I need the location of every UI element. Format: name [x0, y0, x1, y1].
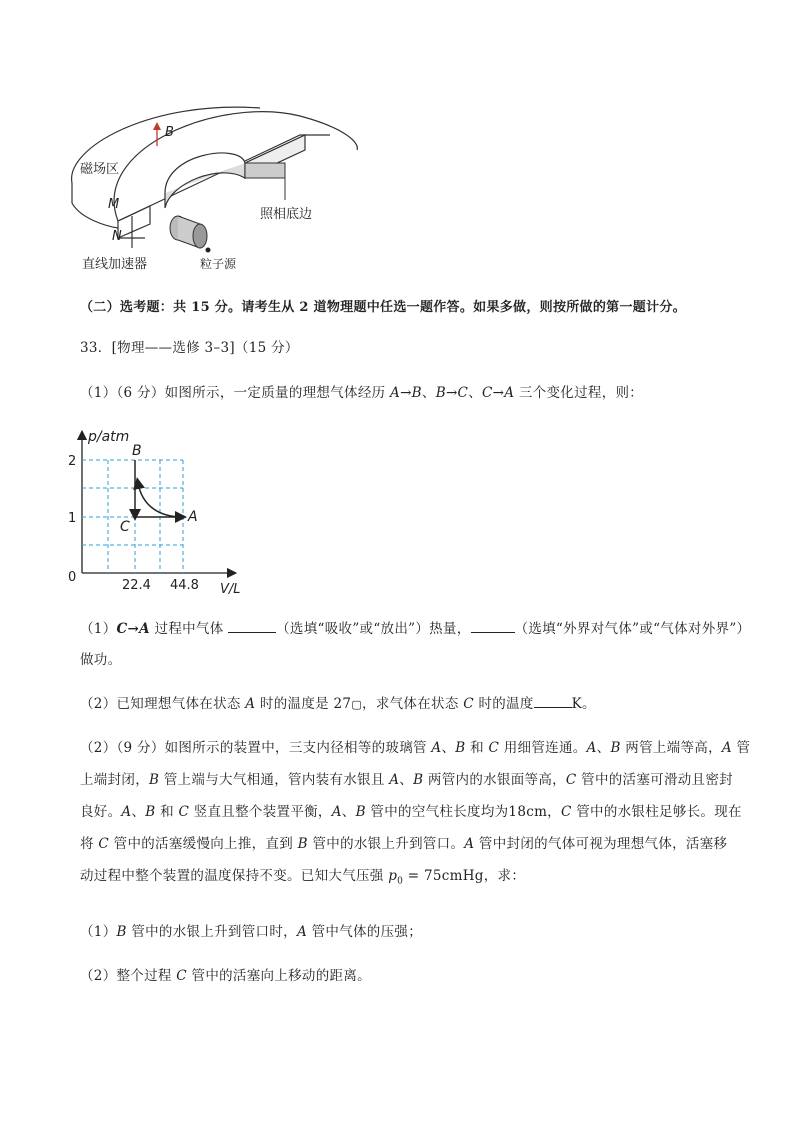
tube-a: A: [586, 740, 597, 756]
p2-l3-c: 和: [155, 804, 179, 820]
part1-sep1: 、: [421, 385, 436, 401]
sub2-e: K。: [571, 696, 596, 712]
tube-c: C: [565, 772, 577, 788]
unknown-glyph: ▢: [351, 698, 363, 711]
p2-l3-g: 管中的水银柱足够长。现在: [571, 804, 742, 820]
state-a: A: [245, 696, 256, 712]
p2-l5-b: = 75cmHg，求：: [403, 868, 526, 884]
p2-l2-c: 、: [399, 772, 414, 788]
tube-b: B: [145, 804, 156, 820]
x-axis-label: V/L: [220, 582, 241, 597]
section2-heading: （二）选考题：共 15 分。请考生从 2 道物理题中任选一题作答。如果多做，则按所做的第一题计分。: [80, 300, 686, 315]
process-c-a: C→A: [482, 385, 515, 401]
p2-l2-d: 两管内的水银面等高，: [423, 772, 566, 788]
blank-heat[interactable]: [228, 618, 276, 633]
state-c: C: [463, 696, 474, 712]
part2-line5: [80, 866, 525, 892]
tube-c: C: [178, 804, 190, 820]
p2-l4-a: 将: [80, 836, 99, 852]
source-cylinder-front: [193, 224, 207, 248]
p0-subscript: 0: [397, 876, 404, 887]
tube-a: A: [464, 836, 475, 852]
p2-l1-sep: 、: [441, 740, 456, 756]
p2-l3-e: 、: [341, 804, 356, 820]
y-tick-2: 2: [68, 454, 77, 469]
p2-q1-a: （1）: [80, 924, 117, 940]
blank-work[interactable]: [471, 618, 515, 633]
tube-a: A: [721, 740, 732, 756]
photo-plate-label: 照相底边: [260, 207, 313, 222]
tube-c: C: [560, 804, 572, 820]
linear-accelerator-label: 直线加速器: [82, 257, 148, 272]
photo-plate-face: [245, 163, 285, 178]
tube-b: B: [116, 924, 127, 940]
particle-source-dot: [206, 248, 211, 253]
part2-line2: [80, 770, 733, 790]
p2-l1-a: （2）（9 分）如图所示的装置中，三支内径相等的玻璃管: [80, 740, 432, 756]
p2-q2-b: 管中的活塞向上移动的距离。: [186, 968, 371, 984]
tube-c: C: [98, 836, 110, 852]
p2-l4-b: 管中的活塞缓慢向上推，直到: [109, 836, 298, 852]
x-tick-44-8: 44.8: [170, 578, 199, 593]
p2-q1-c: 管中气体的压强；: [307, 924, 422, 940]
part2-q2: [80, 966, 371, 986]
p2-l2-a: 上端封闭，: [80, 772, 149, 788]
p2-l3-f: 管中的空气柱长度均为18cm，: [365, 804, 561, 820]
point-a-label: A: [188, 509, 198, 525]
sub2-d: 时的温度: [473, 696, 534, 712]
part2-q1: [80, 922, 422, 942]
tube-c: C: [176, 968, 187, 984]
accelerator-slot: [118, 206, 150, 238]
y-tick-1: 1: [68, 511, 77, 526]
p2-l2-e: 管中的活塞可滑动且密封: [576, 772, 733, 788]
tube-a: A: [431, 740, 442, 756]
sub2-c: ，求气体在状态: [362, 696, 464, 712]
tube-b: B: [455, 740, 466, 756]
tube-a: A: [389, 772, 400, 788]
part1-stem: [80, 383, 643, 403]
part1-stem-a: （1）（6 分）如图所示，一定质量的理想气体经历: [80, 385, 391, 401]
p2-l3-a: 良好。: [80, 804, 122, 820]
tube-b: B: [149, 772, 160, 788]
b-field-label: B: [165, 125, 174, 140]
tube-c: C: [488, 740, 500, 756]
p2-q2-a: （2）整个过程: [80, 968, 177, 984]
sub1-text1: 过程中气体: [149, 621, 224, 637]
b-field-arrowhead: [153, 122, 161, 130]
p2-l2-b: 管上端与大气相通，管内装有水银且: [159, 772, 390, 788]
sub1-text3: （选填“外界对气体”或“气体对外界”）: [514, 621, 751, 637]
magnetic-region-label: 磁场区: [80, 162, 120, 177]
tube-b: B: [413, 772, 424, 788]
tube-a: A: [296, 924, 307, 940]
pv-graph: [60, 425, 250, 600]
spectrometer-figure: [60, 88, 360, 278]
origin-label: 0: [68, 570, 77, 585]
tube-a: A: [331, 804, 342, 820]
blank-temperature[interactable]: [534, 693, 572, 708]
p0-symbol: p: [388, 868, 398, 884]
part1-stem-b: 三个变化过程，则：: [514, 385, 644, 401]
p2-q1-b: 管中的水银上升到管口时，: [126, 924, 297, 940]
particle-source-label: 粒子源: [200, 257, 237, 271]
process-a-b: A→B: [390, 385, 422, 401]
p2-l1-c: 用细管连通。: [499, 740, 587, 756]
sub1-process: C→A: [116, 621, 150, 637]
p2-l1-e: 两管上端等高，: [620, 740, 722, 756]
tube-b: B: [297, 836, 308, 852]
sub1-line2: 做功。: [80, 652, 122, 668]
part2-line4: [80, 834, 727, 854]
y-axis-label: p/atm: [88, 429, 130, 445]
q33-title: 33．[物理——选修 3–3]（15 分）: [80, 340, 299, 356]
sub1-prefix: （1）: [80, 621, 117, 637]
tube-b: B: [610, 740, 621, 756]
p2-l1-d: 、: [596, 740, 611, 756]
point-b-label: B: [132, 443, 142, 459]
n-label: N: [112, 229, 122, 244]
sub2-b: 时的温度是 27: [255, 696, 352, 712]
p2-l5-a: 动过程中整个装置的温度保持不变。已知大气压强: [80, 868, 389, 884]
m-label: M: [108, 197, 120, 212]
part2-line3: [80, 802, 742, 822]
sub2-line: [80, 693, 596, 715]
part1-sep2: 、: [468, 385, 482, 401]
tube-b: B: [355, 804, 366, 820]
p2-l4-d: 管中封闭的气体可视为理想气体，活塞移: [474, 836, 728, 852]
sub1-line1: [80, 618, 750, 639]
sub1-text2: （选填“吸收”或“放出”）热量，: [276, 621, 471, 637]
point-c-label: C: [120, 519, 130, 535]
p2-l3-d: 竖直且整个装置平衡，: [189, 804, 332, 820]
sub2-a: （2）已知理想气体在状态: [80, 696, 246, 712]
tube-a: A: [121, 804, 132, 820]
p2-l4-c: 管中的水银上升到管口。: [307, 836, 465, 852]
process-b-c: B→C: [435, 385, 469, 401]
part2-line1: [80, 738, 750, 758]
p2-l1-b: 和: [465, 740, 489, 756]
p2-l3-b: 、: [131, 804, 146, 820]
x-tick-22-4: 22.4: [122, 578, 151, 593]
p2-l1-f: 管: [731, 740, 751, 756]
